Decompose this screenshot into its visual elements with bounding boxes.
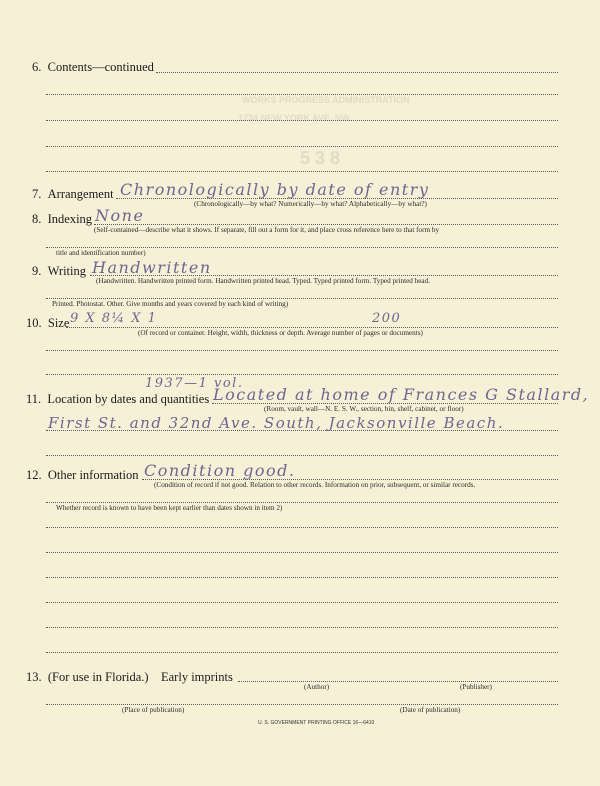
place-caption: (Place of publication) xyxy=(122,706,185,714)
size-caption: (Of record or container. Height, width, thickness or depth. Average number of pages or documents) xyxy=(138,329,423,337)
arrangement-line[interactable] xyxy=(116,198,558,199)
arrangement-caption: (Chronologically—by what? Numerically—by what? Alphabetically—by what?) xyxy=(194,200,427,208)
location-line[interactable] xyxy=(212,403,558,404)
printing-office-footer: U. S. GOVERNMENT PRINTING OFFICE 16—6410 xyxy=(258,720,375,726)
other-line[interactable] xyxy=(46,502,558,503)
size-line[interactable] xyxy=(46,350,558,351)
other-line[interactable] xyxy=(46,627,558,628)
place-date-line[interactable] xyxy=(46,704,558,705)
item-7-label: 7. Arrangement xyxy=(32,187,114,201)
author-caption: (Author) xyxy=(304,683,330,691)
other-value: Condition good. xyxy=(144,461,296,480)
indexing-value: None xyxy=(95,206,145,225)
indexing-caption: (Self-contained—describe what it shows. If separate, fill out a form for it, and place cross reference here to that form by xyxy=(94,226,440,234)
indexing-line[interactable] xyxy=(46,247,558,248)
other-line[interactable] xyxy=(46,602,558,603)
contents-line[interactable] xyxy=(46,146,558,147)
other-line[interactable] xyxy=(142,479,558,480)
size-line[interactable] xyxy=(66,327,558,328)
other-line[interactable] xyxy=(46,552,558,553)
location-line[interactable] xyxy=(46,455,558,456)
item-8-label: 8. Indexing xyxy=(32,212,93,226)
item-11-label: 11. Location by dates and quantities xyxy=(26,392,210,406)
bleed-through-text: 1734 NEW YORK AVE. NW. xyxy=(238,113,352,123)
bleed-through-text: 5 3 8 xyxy=(300,148,341,168)
size-value-pages: 200 xyxy=(372,311,402,326)
contents-line[interactable] xyxy=(46,120,558,121)
location-value-line2: First St. and 32nd Ave. South, Jacksonville Beach. xyxy=(48,414,505,432)
indexing-caption-2: title and identification number) xyxy=(56,249,146,257)
item-10-label: 10. Size xyxy=(26,316,70,330)
indexing-line[interactable] xyxy=(94,224,558,225)
other-caption: (Condition of record if not good. Relation to other records. Information on prior, subsequent, or similar records. xyxy=(154,481,476,489)
item-9-label: 9. Writing xyxy=(32,264,87,278)
publisher-caption: (Publisher) xyxy=(460,683,492,691)
other-caption-2: Whether record is known to have been kept earlier than dates shown in item 2) xyxy=(56,504,283,512)
early-imprints-label: Early imprints xyxy=(161,670,233,684)
writing-value: Handwritten xyxy=(92,258,212,277)
location-caption: (Room, vault, wall—N. E. S. W., section, bin, shelf, cabinet, or floor) xyxy=(264,405,464,413)
other-line[interactable] xyxy=(46,652,558,653)
other-line[interactable] xyxy=(46,527,558,528)
item-13-label: 13. (For use in Florida.) xyxy=(26,670,149,684)
item-6-label: 6. Contents—continued xyxy=(32,60,154,74)
writing-line[interactable] xyxy=(90,275,558,276)
bleed-through-text: WORKS PROGRESS ADMINISTRATION xyxy=(242,95,410,105)
item-12-label: 12. Other information xyxy=(26,468,139,482)
size-line[interactable] xyxy=(46,374,558,375)
location-value: Located at home of Frances G Stallard, xyxy=(213,385,590,404)
location-dates-value: 1937—1 vol. xyxy=(145,376,244,391)
arrangement-value: Chronologically by date of entry xyxy=(120,180,430,199)
author-publisher-line[interactable] xyxy=(238,681,558,682)
other-line[interactable] xyxy=(46,577,558,578)
writing-caption: (Handwritten. Handwritten printed form. Handwritten printed head. Typed. Typed printed form. Typed printed head. xyxy=(96,277,431,285)
contents-line[interactable] xyxy=(46,94,558,95)
writing-line[interactable] xyxy=(46,298,558,299)
contents-line[interactable] xyxy=(156,72,558,73)
writing-caption-2: Printed. Photostat. Other. Give months and years covered by each kind of writing) xyxy=(52,300,289,308)
size-value: 9 X 8¼ X 1 xyxy=(70,311,158,326)
contents-line[interactable] xyxy=(46,171,558,172)
date-caption: (Date of publication) xyxy=(400,706,461,714)
location-line[interactable] xyxy=(46,430,558,431)
